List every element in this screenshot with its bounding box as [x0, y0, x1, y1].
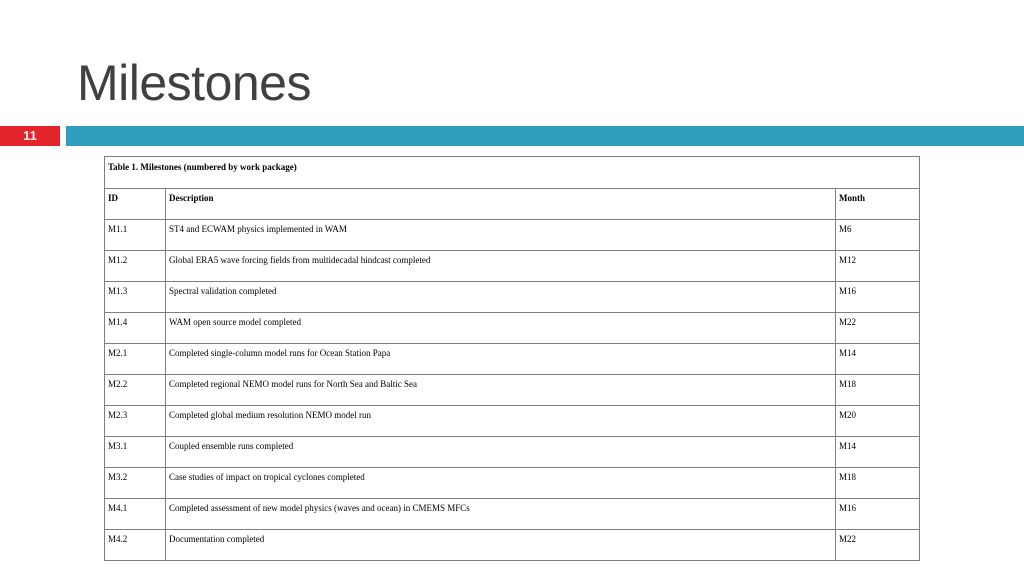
cell-month: M14: [836, 344, 920, 375]
cell-month: M16: [836, 499, 920, 530]
cell-id: M1.1: [105, 220, 166, 251]
table-row: [105, 499, 920, 530]
milestones-table: [104, 156, 920, 561]
table-row: [105, 468, 920, 499]
cell-id: M4.1: [105, 499, 166, 530]
cell-description: Documentation completed: [166, 530, 836, 561]
table-caption-row: [105, 157, 920, 189]
cell-description: ST4 and ECWAM physics implemented in WAM: [166, 220, 836, 251]
cell-description: Completed global medium resolution NEMO model run: [166, 406, 836, 437]
cell-month: M14: [836, 437, 920, 468]
table-row: [105, 251, 920, 282]
cell-description: Completed regional NEMO model runs for North Sea and Baltic Sea: [166, 375, 836, 406]
table-header-row: [105, 189, 920, 220]
cell-description: Spectral validation completed: [166, 282, 836, 313]
table-caption: Table 1. Milestones (numbered by work package): [105, 157, 920, 189]
table-row: [105, 220, 920, 251]
cell-id: M2.3: [105, 406, 166, 437]
cell-month: M22: [836, 313, 920, 344]
cell-month: M6: [836, 220, 920, 251]
cell-id: M2.2: [105, 375, 166, 406]
column-header-description: Description: [166, 189, 836, 220]
cell-id: M3.1: [105, 437, 166, 468]
cell-id: M1.2: [105, 251, 166, 282]
cell-month: M12: [836, 251, 920, 282]
table-row: [105, 344, 920, 375]
cell-description: Completed assessment of new model physics (waves and ocean) in CMEMS MFCs: [166, 499, 836, 530]
table-row: [105, 282, 920, 313]
column-header-id: ID: [105, 189, 166, 220]
table-row: [105, 313, 920, 344]
cell-month: M18: [836, 375, 920, 406]
cell-description: Case studies of impact on tropical cyclones completed: [166, 468, 836, 499]
cell-month: M16: [836, 282, 920, 313]
table-row: [105, 406, 920, 437]
table-row: [105, 375, 920, 406]
cell-description: WAM open source model completed: [166, 313, 836, 344]
cell-description: Global ERA5 wave forcing fields from multidecadal hindcast completed: [166, 251, 836, 282]
cell-id: M4.2: [105, 530, 166, 561]
cell-id: M2.1: [105, 344, 166, 375]
cell-id: M1.4: [105, 313, 166, 344]
table-row: [105, 530, 920, 561]
page-title: Milestones: [77, 55, 311, 111]
table-row: [105, 437, 920, 468]
cell-id: M3.2: [105, 468, 166, 499]
cell-month: M20: [836, 406, 920, 437]
page-number-badge: 11: [0, 126, 60, 146]
cell-month: M18: [836, 468, 920, 499]
title-accent-bar: [66, 126, 1024, 146]
cell-description: Completed single-column model runs for Ocean Station Papa: [166, 344, 836, 375]
cell-id: M1.3: [105, 282, 166, 313]
cell-month: M22: [836, 530, 920, 561]
cell-description: Coupled ensemble runs completed: [166, 437, 836, 468]
column-header-month: Month: [836, 189, 920, 220]
